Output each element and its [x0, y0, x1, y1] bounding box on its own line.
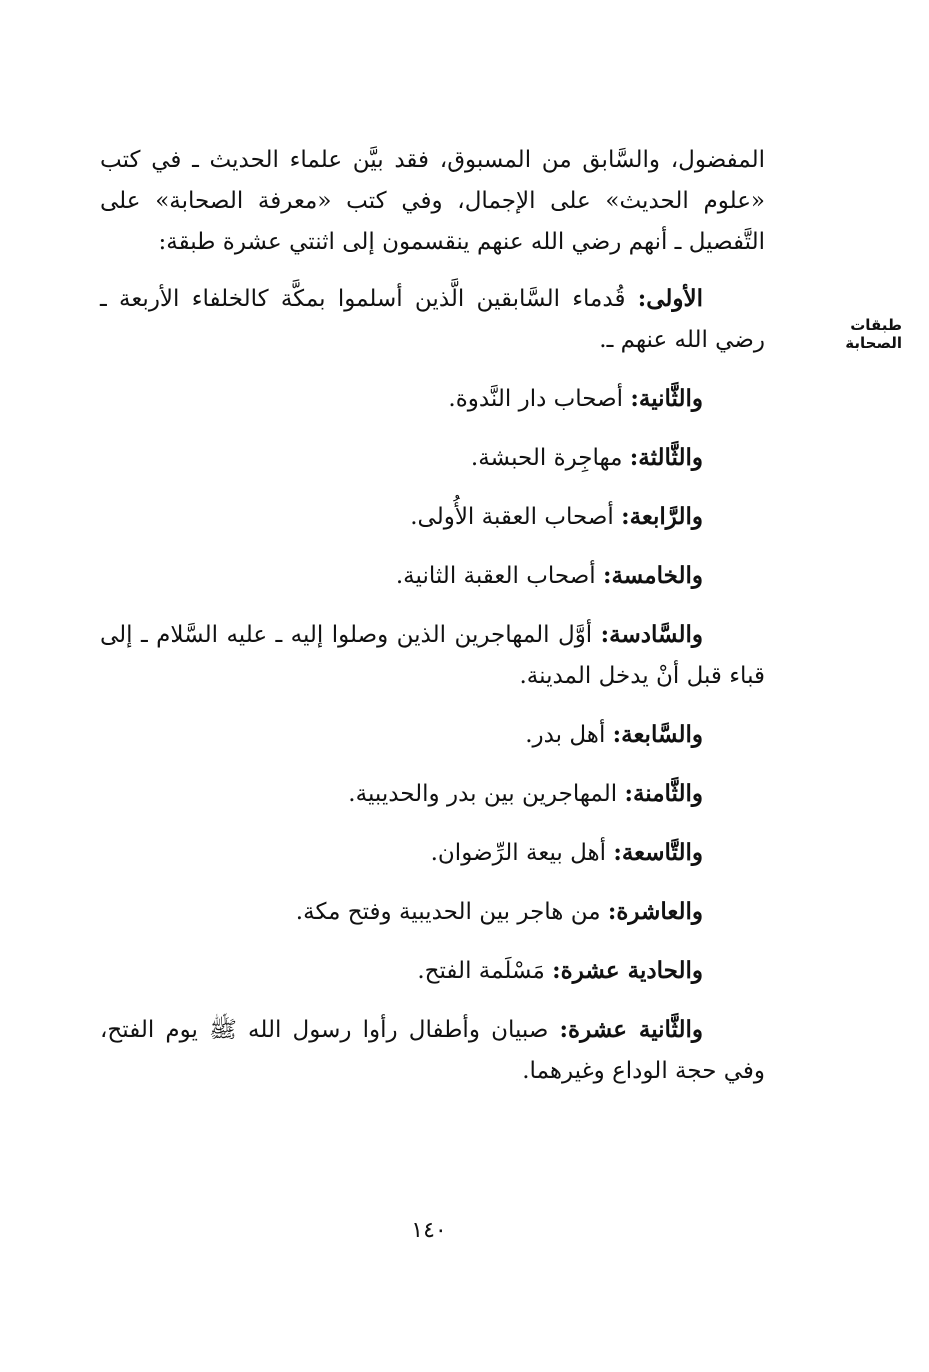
class-item-6 [100, 614, 765, 697]
class-text: أصحاب دار النَّدوة. [448, 386, 624, 412]
class-label: والحادية عشرة: [552, 957, 703, 984]
class-text: أهل بدر. [525, 722, 606, 748]
margin-note: طبقات الصحابة [845, 316, 902, 352]
class-label: والسَّادسة: [600, 621, 703, 648]
class-label: والتَّاسعة: [613, 839, 703, 866]
class-item-3 [100, 437, 765, 479]
class-item-1 [100, 278, 765, 361]
intro-paragraph: المفضول، والسَّابق من المسبوق، فقد بيَّن علماء الحديث ـ في كتب «علوم الحديث» على الإجمال، وفي كتب «معرفة الصحابة» على التَّفصيل ـ أنهم رضي الله عنهم ينقسمون إلى اثنتي عشرة طبقة: [100, 147, 765, 255]
class-label: والرَّابعة: [621, 503, 703, 530]
class-item-11 [100, 950, 765, 992]
class-text: أصحاب العقبة الثانية. [395, 563, 596, 589]
class-item-8 [100, 773, 765, 815]
class-label: الأولى: [637, 285, 703, 312]
class-item-5 [100, 555, 765, 597]
class-text: مَسْلَمة الفتح. [417, 958, 545, 984]
class-item-12 [100, 1009, 765, 1092]
class-text: المهاجرين بين بدر والحديبية. [348, 781, 618, 807]
class-text: مهاجِرة الحبشة. [470, 445, 623, 471]
class-text: من هاجر بين الحديبية وفتح مكة. [295, 899, 601, 925]
class-text: صبيان وأطفال رأوا رسول الله ﷺ يوم الفتح، وفي حجة الوداع وغيرهما. [100, 1017, 765, 1084]
class-label: والعاشرة: [607, 898, 703, 925]
class-label: والثَّانية عشرة: [559, 1016, 703, 1043]
class-label: والثَّامنة: [624, 780, 703, 807]
class-text: أصحاب العقبة الأُولى. [410, 504, 614, 530]
class-item-2 [100, 378, 765, 420]
class-label: والخامسة: [602, 562, 703, 589]
class-text: أوَّل المهاجرين الذين وصلوا إليه ـ عليه السَّلام ـ إلى قباء قبل أنْ يدخل المدينة. [100, 622, 765, 689]
class-text: أهل بيعة الرِّضوان. [430, 840, 607, 866]
class-label: والثَّانية: [630, 385, 703, 412]
page-number: ١٤٠ [411, 1218, 447, 1243]
class-item-4 [100, 496, 765, 538]
class-item-10 [100, 891, 765, 933]
class-label: والسَّابعة: [612, 721, 703, 748]
class-text: قُدماء السَّابقين الَّذين أسلموا بمكَّة كالخلفاء الأربعة ـ رضي الله عنهم ـ. [100, 286, 765, 353]
class-label: والثَّالثة: [629, 444, 703, 471]
class-item-7 [100, 714, 765, 756]
class-item-9 [100, 832, 765, 874]
body-text [100, 140, 765, 1109]
